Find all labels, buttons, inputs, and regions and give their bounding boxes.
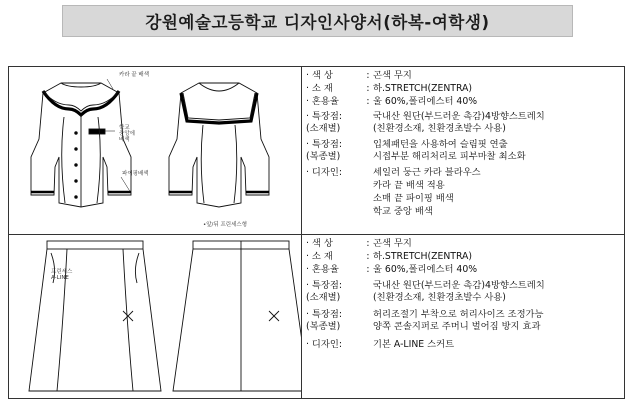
spec-color: · 색 상 : 곤색 무지 (306, 70, 412, 81)
spec-feature-value-2: 시접부분 해리처리로 피부마찰 최소화 (373, 151, 526, 162)
spec-design-detail: 소매 끝 파이핑 배색 (373, 193, 454, 204)
spec-material: · 소 재 : 하.STRETCH(ZENTRA) (306, 251, 473, 262)
school-emblem-note: 학교 중앙에 배색 (119, 125, 135, 143)
spec-feature-sub-label: (복종별) (306, 321, 341, 332)
blouse-row (9, 67, 624, 235)
skirt-row (9, 235, 624, 399)
spec-feature-garment: · 특장점: 허리조절기 부착으로 허리사이즈 조정가능 (306, 309, 544, 320)
spec-feature-sub-label: (복종별) (306, 151, 341, 162)
skirt-drawing (9, 235, 301, 399)
princess-a-line-note: 프린세스 A-LINE (51, 269, 73, 281)
document-title-bar (62, 5, 573, 37)
princess-style-note: •앞/뒤 프린세스형 (203, 222, 248, 228)
spec-feature-sub-label: (소재별) (306, 292, 341, 303)
spec-feature-material: · 특장점: 국내산 원단(부드러운 촉감)4방향스트레치 (306, 111, 545, 122)
spec-feature-value-2: (친환경소재, 친환경초발수 사용) (373, 123, 506, 134)
spec-design: · 디자인: 기본 A-LINE 스커트 (306, 339, 455, 350)
spec-blend: · 혼용율 : 울 60%,폴리에스터 40% (306, 264, 478, 275)
spec-material: · 소 재 : 하.STRETCH(ZENTRA) (306, 83, 473, 94)
spec-design-detail: 카라 끝 배색 적용 (373, 180, 445, 191)
spec-design: · 디자인: 세일러 둥근 카라 블라우스 (306, 167, 481, 178)
spec-feature-value-2: 양쪽 콘솔지퍼로 주머니 벌어짐 방지 효과 (373, 321, 541, 332)
skirt-spec-cell (302, 235, 624, 399)
piping-trim-note: 파이핑배색 (122, 171, 149, 177)
blouse-drawing-cell (9, 67, 302, 234)
spec-feature-sub-label: (소재별) (306, 123, 341, 134)
spec-table (8, 66, 625, 399)
collar-trim-note: 카라 끝 배색 (119, 72, 150, 78)
spec-feature-garment: · 특장점: 입체패턴을 사용하여 슬림핏 연출 (306, 139, 508, 150)
spec-blend: · 혼용율 : 울 60%,폴리에스터 40% (306, 96, 478, 107)
blouse-drawing (9, 67, 301, 234)
document-title: 강원예술고등학교 디자인사양서(하복-여학생) (145, 13, 490, 32)
skirt-drawing-cell (9, 235, 302, 399)
spec-design-detail: 학교 중앙 배색 (373, 206, 433, 217)
spec-feature-value-2: (친환경소재, 친환경초발수 사용) (373, 292, 506, 303)
spec-color: · 색 상 : 곤색 무지 (306, 238, 412, 249)
blouse-spec-cell (302, 67, 624, 234)
spec-feature-material: · 특장점: 국내산 원단(부드러운 촉감)4방향스트레치 (306, 280, 545, 291)
